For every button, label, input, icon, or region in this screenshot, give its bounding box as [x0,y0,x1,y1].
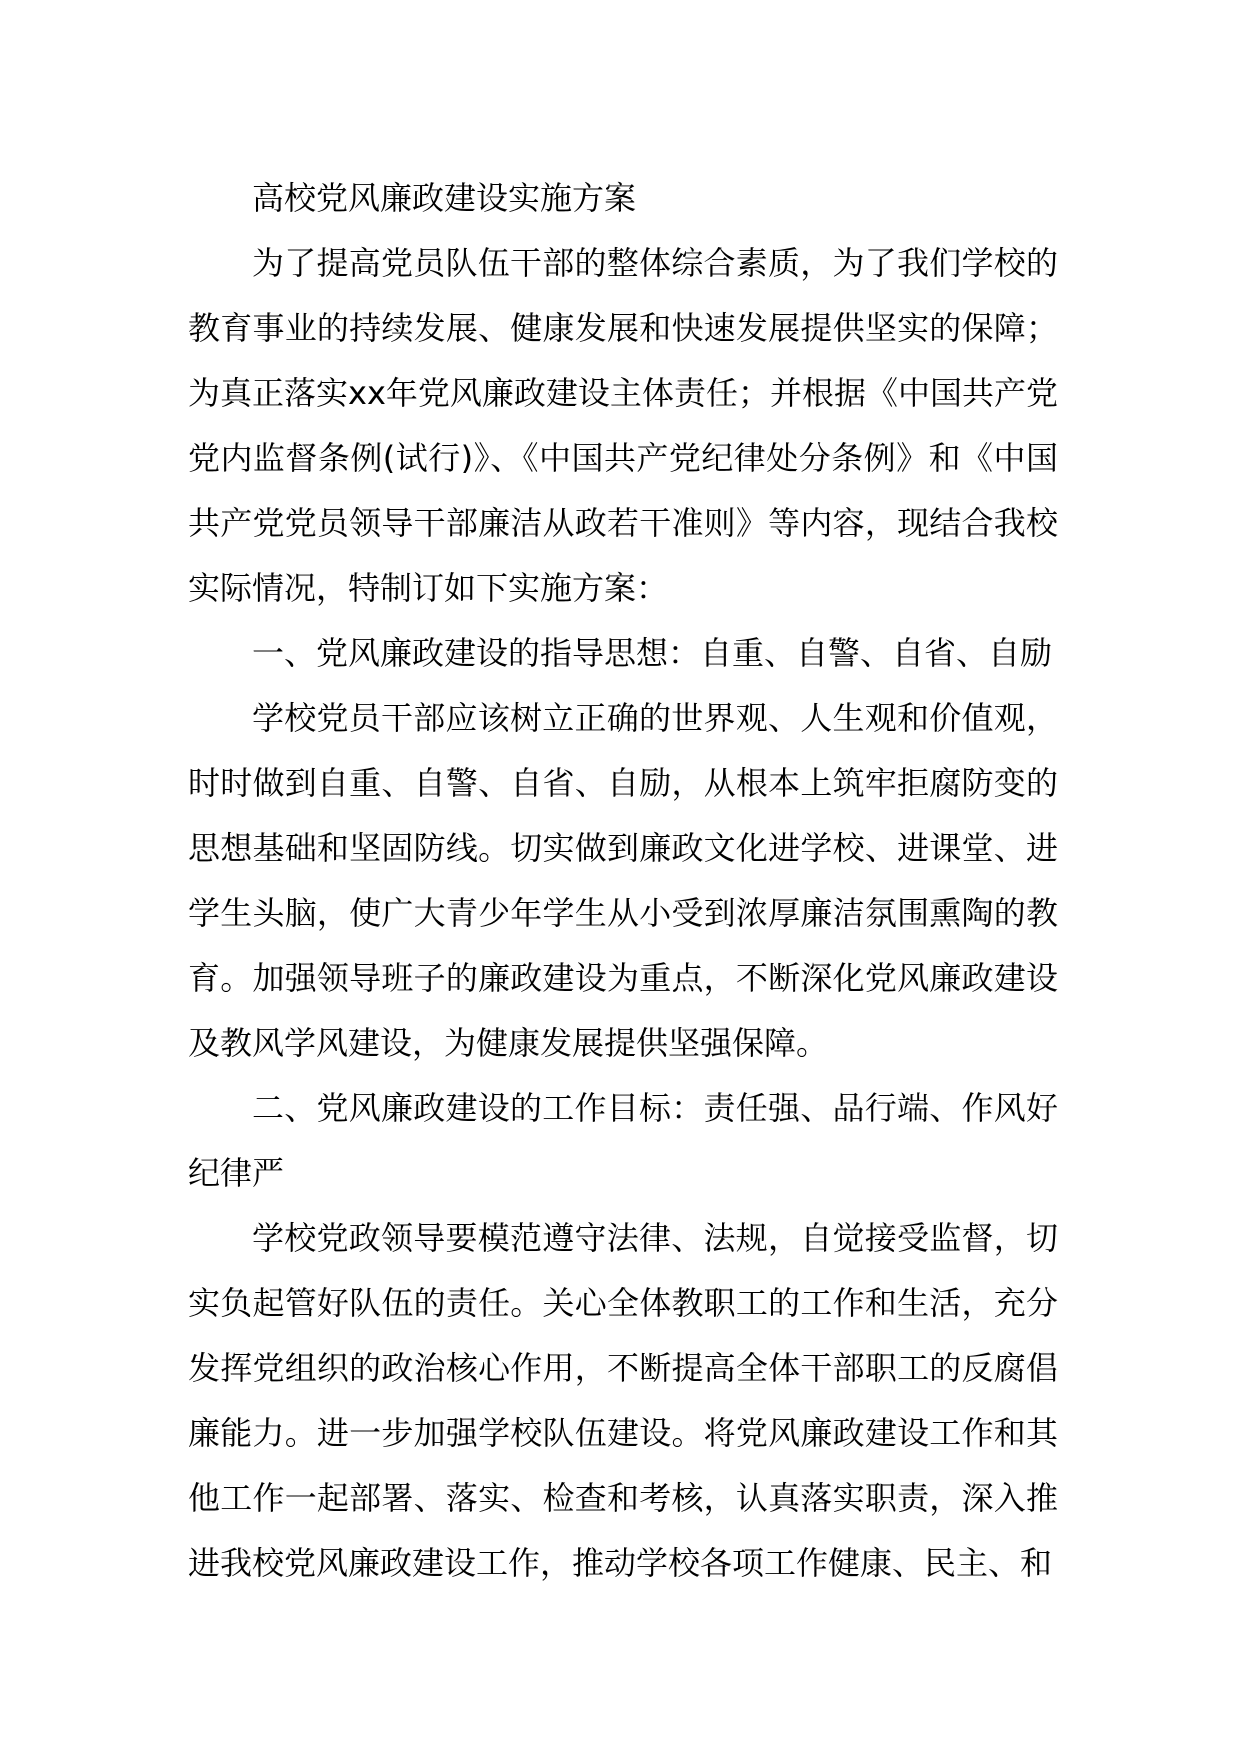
section-heading-guiding-ideology: 一、党风廉政建设的指导思想：自重、自警、自省、自励 [252,634,1053,672]
paragraph-work-goals: 学校党政领导要模范遵守法律、法规，自觉接受监督，切实负起管好队伍的责任。关心全体教职工的工作和生活，充分发挥党组织的政治核心作用，不断提高全体干部职工的反腐倡廉能力。进一步加强学校队伍建设。将党风廉政建设工作和其他工作一起部署、落实、检查和考核，认真落实职责，深入推进我校党风廉政建设工作，推动学校各项工作健康、民主、和 [188,1219,1058,1582]
paragraph-guiding-ideology: 学校党员干部应该树立正确的世界观、人生观和价值观，时时做到自重、自警、自省、自励，从根本上筑牢拒腐防变的思想基础和坚固防线。切实做到廉政文化进学校、进课堂、进学生头脑，使广大青少年学生从小受到浓厚廉洁氛围熏陶的教育。加强领导班子的廉政建设为重点，不断深化党风廉政建设及教风学风建设，为健康发展提供坚强保障。 [188,699,1058,1062]
section-heading-work-goals: 二、党风廉政建设的工作目标：责任强、品行端、作风好纪律严 [188,1089,1058,1192]
document-title: 高校党风廉政建设实施方案 [252,179,637,217]
paragraph-intro: 为了提高党员队伍干部的整体综合素质，为了我们学校的教育事业的持续发展、健康发展和快速发展提供坚实的保障；为真正落实xx年党风廉政建设主体责任；并根据《中国共产党党内监督条例(试行)》、《中国共产党纪律处分条例》和《中国共产党党员领导干部廉洁从政若干准则》等内容，现结合我校实际情况，特制订如下实施方案： [188,244,1058,607]
document-body [188,166,1058,1596]
